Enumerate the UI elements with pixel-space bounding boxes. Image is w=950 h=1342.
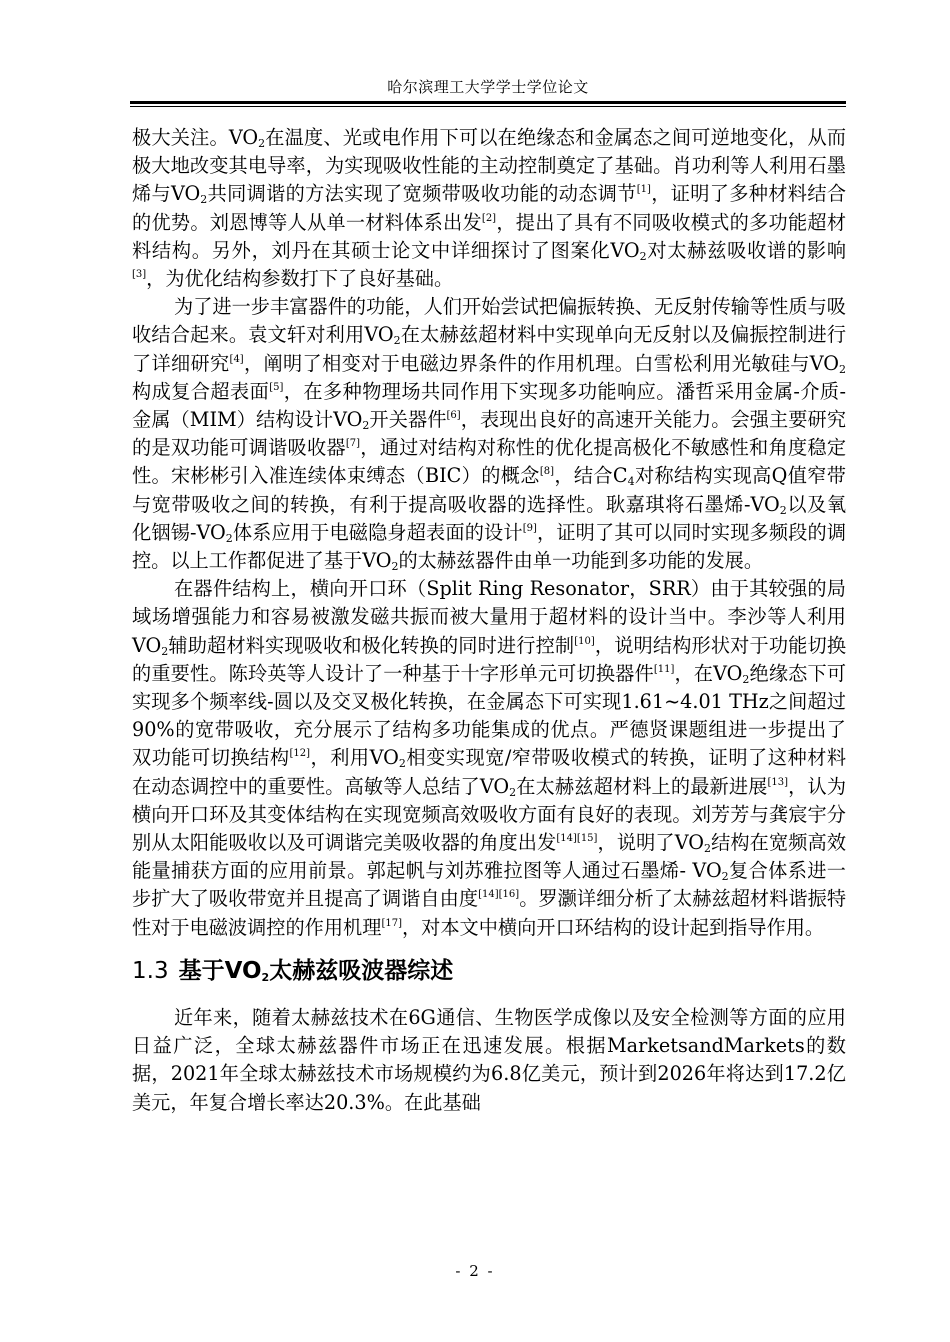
section-title-pre: 基于VO	[178, 957, 262, 984]
text-run: 开关器件	[369, 408, 447, 432]
subscript: 2	[742, 672, 750, 686]
body-paragraph	[132, 1004, 846, 1117]
text-run: ，证明了多种材料结合的优势。刘恩博等人从单一材料体系出发	[132, 182, 847, 234]
text-run: 辅助超材料实现吸收和极化转换的同时进行控制	[168, 633, 575, 657]
subscript: 2	[779, 503, 787, 517]
text-run: 体系应用于电磁隐身超表面的设计	[232, 520, 523, 544]
paragraph-group-after-section	[132, 1004, 846, 1117]
text-run: 复合体系进一步扩大了吸收带宽并且提高了调谐自由度	[132, 859, 846, 911]
running-header: 哈尔滨理工大学学士学位论文	[387, 78, 589, 96]
text-run: 共同调谐的方法实现了宽频带吸收功能的动态调节	[207, 182, 637, 206]
text-run: 在太赫兹超材料中实现单向无反射以及偏振控制进行了详细研究	[132, 323, 847, 375]
citation-superscript: [17]	[381, 917, 402, 929]
citation-superscript: [8]	[539, 466, 554, 478]
text-run: 。罗灏详细分析了太赫兹超材料谐振特性对于电磁波调控的作用机理	[132, 887, 847, 939]
section-heading	[132, 956, 846, 986]
header-rule-thin	[130, 106, 846, 107]
citation-superscript: [5]	[269, 381, 284, 393]
citation-superscript: [9]	[522, 522, 537, 534]
subscript: 2	[362, 419, 370, 433]
document-body	[132, 124, 846, 1117]
text-run: 以及氧化铟锡-VO	[132, 492, 847, 544]
body-paragraph	[132, 124, 846, 293]
citation-superscript: [6]	[446, 410, 461, 422]
text-run: ，提出了具有不同吸收模式的多功能超材料结构。另外，刘丹在其硕士论文中详细探讨了图案化VO	[132, 210, 847, 262]
text-run: 结构在宽频高效能量捕获方面的应用前景。郭起帆与刘苏雅拉图等人通过石墨烯- VO	[132, 831, 847, 883]
subscript: 2	[703, 842, 711, 856]
citation-superscript: [11]	[653, 663, 675, 675]
subscript: 2	[398, 757, 406, 771]
text-run: 近年来，随着太赫兹技术在6G通信、生物医学成像以及安全检测等方面的应用日益广泛，全球太赫兹器件市场正在迅速发展。根据MarketsandMarkets的数据，2021年全球太赫兹技术市场规模约为6.8亿美元，预计到2026年将达到17.2亿美元，年复合增长率达20.3%。在此基础	[132, 1005, 846, 1114]
subscript: 2	[509, 785, 517, 799]
text-run: 构成复合超表面	[132, 379, 270, 403]
text-run: 的太赫兹器件由单一功能到多功能的发展。	[398, 549, 764, 573]
text-run: ，证明了其可以同时实现多频段的调控。以上工作都促进了基于VO	[132, 520, 847, 573]
citation-superscript: [2]	[481, 212, 497, 224]
citation-superscript: [4]	[229, 353, 244, 365]
body-paragraph	[132, 575, 846, 942]
text-run: ，表现出良好的高速开关能力。会强主要研究的是双功能可调谐吸收器	[132, 408, 847, 460]
text-run: ，在VO	[674, 661, 743, 685]
text-run: ，说明了VO	[597, 831, 704, 855]
citation-superscript: [10]	[574, 635, 595, 647]
subscript: 4	[627, 475, 635, 489]
citation-superscript: [14][16]	[478, 889, 520, 901]
text-run: ，在多种物理场共同作用下实现多功能响应。潘哲采用金属-介质-金属（MIM）结构设计VO	[132, 379, 847, 432]
citation-superscript: [14][15]	[556, 833, 598, 845]
paragraph-group-before-section	[132, 124, 846, 942]
text-run: ，为优化结构参数打下了良好基础。	[146, 267, 454, 291]
text-run: ，通过对结构对称性的优化提高极化不敏感性和角度稳定性。宋彬彬引入准连续体束缚态（BIC）的概念	[132, 436, 847, 488]
section-title-subscript: 2	[261, 970, 270, 984]
section-number: 1.3	[132, 957, 169, 984]
subscript: 2	[391, 560, 399, 574]
text-run: 相变实现宽/窄带吸收模式的转换，证明了这种材料在动态调控中的重要性。高敏等人总结了VO	[132, 746, 847, 798]
text-run: 绝缘态下可实现多个频率线-圆以及交叉极化转换，在金属态下可实现1.61~4.01 THz之间超过90%的宽带吸收，充分展示了结构多功能集成的优点。严德贤课题组进一步提出了双功能可切换结构	[132, 661, 847, 770]
text-run: ，利用VO	[310, 746, 399, 770]
text-run: ，认为横向开口环及其变体结构在实现宽频高效吸收方面有良好的表现。刘芳芳与龚宸宇分别从太阳能吸收以及可调谐完美吸收器的角度出发	[132, 774, 847, 855]
text-run: 对称结构实现高Q值窄带与宽带吸收之间的转换，有利于提高吸收器的选择性。耿嘉琪将石墨烯-VO	[132, 464, 846, 516]
text-run: ，阐明了相变对于电磁边界条件的作用机理。白雪松利用光敏硅与VO	[243, 351, 840, 375]
header-rule-thick	[130, 101, 846, 104]
text-run: ，说明结构形状对于功能切换的重要性。陈玲英等人设计了一种基于十字形单元可切换器件	[132, 633, 847, 685]
page-number: - 2 -	[455, 1262, 495, 1280]
subscript: 2	[225, 531, 233, 545]
text-run: 极大关注。VO	[132, 126, 259, 149]
subscript: 2	[161, 644, 169, 658]
subscript: 2	[258, 137, 266, 150]
text-run: ，结合C	[553, 464, 628, 488]
text-run: 在太赫兹超材料上的最新进展	[516, 774, 768, 798]
citation-superscript: [12]	[289, 748, 311, 760]
subscript: 2	[200, 193, 208, 207]
text-run: 为了进一步丰富器件的功能，人们开始尝试把偏振转换、无反射传输等性质与吸收结合起来。袁文轩对利用VO	[132, 295, 846, 347]
text-run: ，对本文中横向开口环结构的设计起到指导作用。	[401, 915, 825, 939]
text-run: 对太赫兹吸收谱的影响	[646, 238, 847, 262]
citation-superscript: [3]	[132, 269, 147, 281]
citation-superscript: [13]	[767, 776, 789, 788]
subscript: 2	[393, 334, 401, 348]
subscript: 2	[639, 249, 647, 263]
body-paragraph	[132, 293, 846, 575]
subscript: 2	[839, 362, 847, 376]
subscript: 2	[721, 870, 729, 884]
citation-superscript: [7]	[345, 438, 361, 450]
citation-superscript: [1]	[636, 184, 651, 196]
section-title-post: 太赫兹吸波器综述	[269, 957, 454, 984]
text-run: 在温度、光或电作用下可以在绝缘态和金属态之间可逆地变化，从而极大地改变其电导率，为实现吸收性能的主动控制奠定了基础。肖功利等人利用石墨烯与VO	[132, 126, 847, 206]
text-run: 在器件结构上，横向开口环（Split Ring Resonator，SRR）由于其较强的局域场增强能力和容易被激发磁共振而被大量用于超材料的设计当中。李沙等人利用VO	[132, 577, 846, 657]
